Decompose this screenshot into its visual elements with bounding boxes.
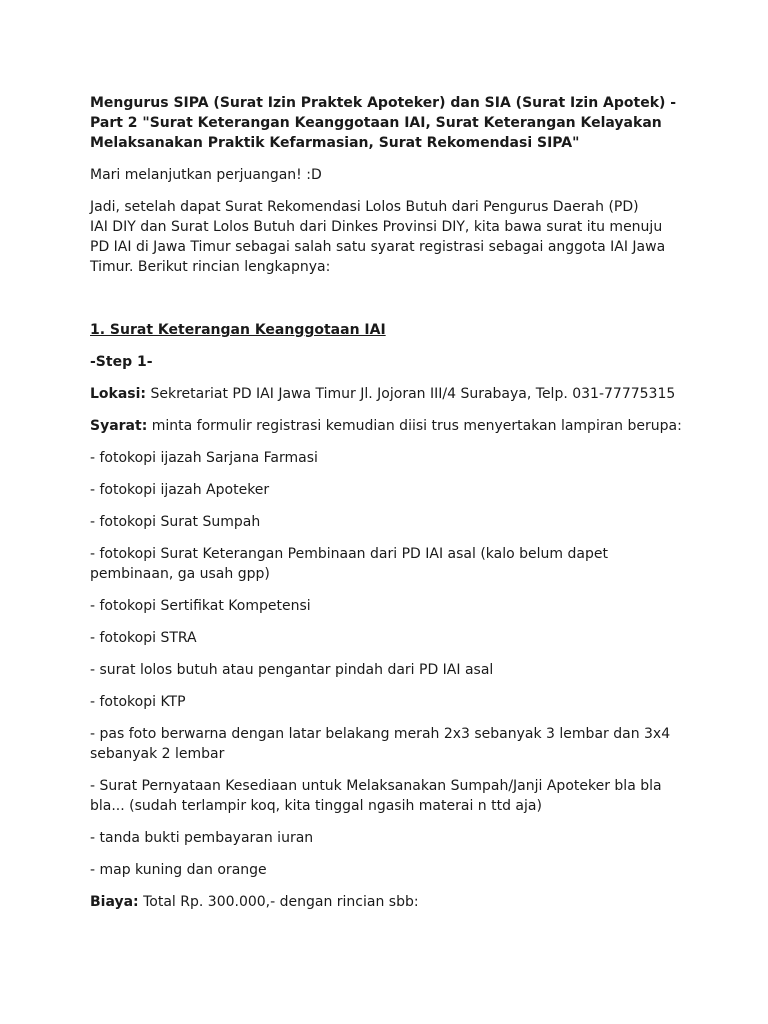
section-heading [90, 320, 690, 340]
list-item [90, 596, 690, 616]
list-item-text: - fotokopi ijazah Apoteker [90, 482, 270, 498]
biaya-value: Total Rp. 300.000,- dengan rincian sbb: [138, 894, 419, 910]
list-item-text: - fotokopi Surat Keterangan Pembinaan dari PD IAI asal (kalo belum dapet [90, 546, 608, 562]
document-title [90, 93, 690, 153]
lokasi-label: Lokasi: [90, 386, 147, 402]
list-item [90, 828, 690, 848]
list-item-text: - fotokopi STRA [90, 630, 197, 646]
biaya-row [90, 892, 690, 912]
syarat-label: Syarat: [90, 418, 148, 434]
list-item-text: - fotokopi Sertifikat Kompetensi [90, 598, 311, 614]
list-item [90, 860, 690, 880]
paragraph-line: PD IAI di Jawa Timur sebagai salah satu syarat registrasi sebagai anggota IAI Jawa [90, 239, 666, 255]
biaya-label: Biaya: [90, 894, 139, 910]
list-item-text: - map kuning dan orange [90, 862, 267, 878]
intro-line: Mari melanjutkan perjuangan! :D [90, 167, 322, 183]
title-line: Mengurus SIPA (Surat Izin Praktek Apoteker) dan SIA (Surat Izin Apotek) - [90, 95, 677, 111]
syarat-row [90, 416, 690, 436]
list-item-text: - Surat Pernyataan Kesediaan untuk Melaksanakan Sumpah/Janji Apoteker bla bla [90, 778, 662, 794]
lokasi-value: Sekretariat PD IAI Jawa Timur Jl. Jojoran III/4 Surabaya, Telp. 031-77775315 [146, 386, 676, 402]
list-item [90, 544, 690, 584]
biaya-line [90, 892, 690, 912]
list-item-text: pembinaan, ga usah gpp) [90, 566, 270, 582]
step-label [90, 352, 690, 372]
section-heading-text: 1. Surat Keterangan Keanggotaan IAI [90, 322, 386, 338]
list-item-text: sebanyak 2 lembar [90, 746, 225, 762]
list-item-text: bla... (sudah terlampir koq, kita tinggal ngasih materai n ttd aja) [90, 798, 542, 814]
list-item-text: - tanda bukti pembayaran iuran [90, 830, 314, 846]
paragraph-1 [90, 197, 690, 277]
intro-paragraph [90, 165, 690, 185]
list-item [90, 628, 690, 648]
lokasi-row [90, 384, 690, 404]
title-line: Melaksanakan Praktik Kefarmasian, Surat Rekomendasi SIPA" [90, 135, 580, 151]
list-item-text: - fotokopi ijazah Sarjana Farmasi [90, 450, 318, 466]
lokasi-line [90, 384, 690, 404]
document-body [90, 93, 690, 912]
title-line: Part 2 "Surat Keterangan Keanggotaan IAI, Surat Keterangan Kelayakan [90, 115, 662, 131]
list-item-text: - pas foto berwarna dengan latar belakang merah 2x3 sebanyak 3 lembar dan 3x4 [90, 726, 671, 742]
paragraph-line: Timur. Berikut rincian lengkapnya: [90, 259, 331, 275]
list-item [90, 512, 690, 532]
paragraph-line: IAI DIY dan Surat Lolos Butuh dari Dinkes Provinsi DIY, kita bawa surat itu menuju [90, 219, 663, 235]
list-item [90, 776, 690, 816]
list-item-text: - fotokopi KTP [90, 694, 186, 710]
syarat-line [90, 416, 690, 436]
step-text: -Step 1- [90, 354, 153, 370]
list-item-text: - surat lolos butuh atau pengantar pindah dari PD IAI asal [90, 662, 494, 678]
syarat-value: minta formulir registrasi kemudian diisi trus menyertakan lampiran berupa: [147, 418, 682, 434]
list-item [90, 692, 690, 712]
list-item [90, 660, 690, 680]
list-item [90, 480, 690, 500]
list-item [90, 448, 690, 468]
list-item-text: - fotokopi Surat Sumpah [90, 514, 261, 530]
paragraph-line: Jadi, setelah dapat Surat Rekomendasi Lolos Butuh dari Pengurus Daerah (PD) [90, 199, 639, 215]
list-item [90, 724, 690, 764]
